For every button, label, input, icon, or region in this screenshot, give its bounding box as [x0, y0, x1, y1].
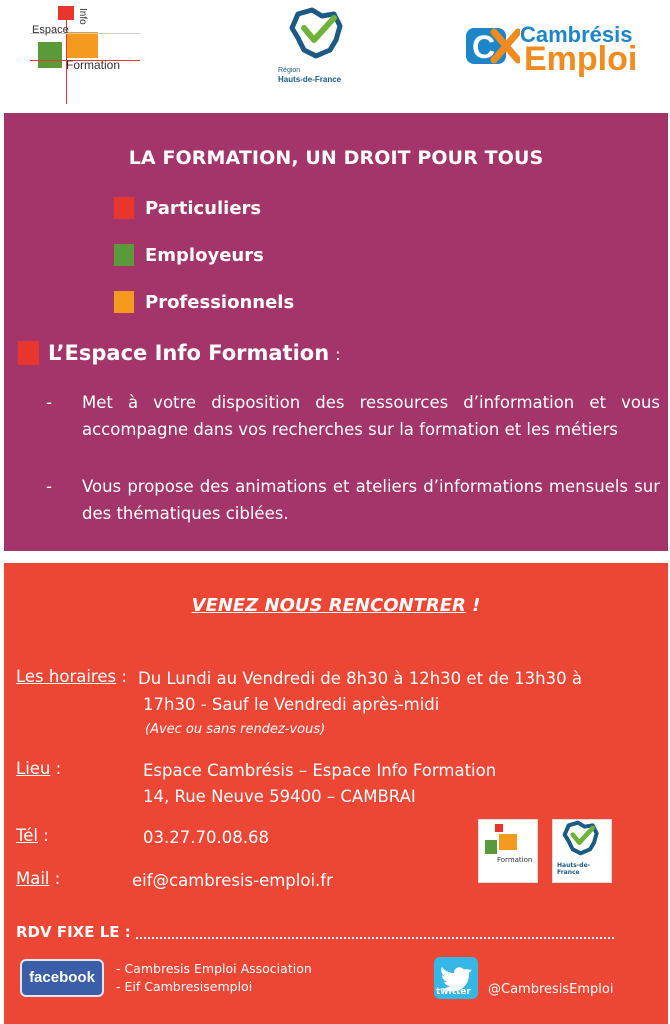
horaires-colon: : — [116, 667, 127, 686]
mini-eif-logo — [478, 819, 538, 883]
venez-title-mark: ! — [465, 595, 481, 616]
mini-region-map-icon — [553, 820, 611, 860]
mini-eif-formation: Formation — [497, 856, 533, 864]
horaires-note: (Avec ou sans rendez-vous) — [145, 722, 326, 737]
eif-heading — [18, 341, 341, 365]
twitter-word: twitter — [436, 987, 471, 997]
facebook-item-association: - Cambresis Emploi Association — [116, 961, 312, 976]
green-square-icon — [114, 244, 134, 266]
tel-value[interactable]: 03.27.70.08.68 — [143, 828, 269, 847]
horaires-label-text: Les horaires — [16, 667, 117, 686]
espace-info-formation-logo — [30, 4, 140, 104]
twitter-handle[interactable]: @CambresisEmploi — [488, 982, 614, 997]
venez-title-text: VENEZ NOUS RENCONTRER — [191, 595, 466, 616]
tel-colon: : — [38, 826, 49, 845]
mail-value[interactable]: eif@cambresis-emploi.fr — [132, 871, 333, 890]
mini-region-name: Hauts-de-France — [557, 862, 591, 876]
category-label: Professionnels — [145, 292, 295, 313]
category-label: Employeurs — [145, 245, 264, 266]
orange-square-icon — [114, 291, 134, 313]
bullet-dash: - — [46, 393, 52, 412]
horaires-line2: 17h30 - Sauf le Vendredi après-midi — [143, 695, 440, 714]
tel-label-text: Tél — [16, 826, 39, 845]
eif-heading-text: L’Espace Info Formation — [48, 341, 330, 365]
eif-heading-colon: : — [335, 345, 341, 364]
rdv-dotted-line — [136, 937, 614, 939]
lieu-label-text: Lieu — [16, 759, 51, 778]
twitter-badge-icon[interactable] — [434, 957, 478, 999]
header-logos — [0, 0, 670, 110]
formation-panel — [4, 113, 668, 551]
category-particuliers — [114, 197, 261, 219]
category-employeurs — [114, 244, 264, 266]
region-map-icon — [278, 6, 358, 66]
lieu-line2: 14, Rue Neuve 59400 – CAMBRAI — [143, 787, 416, 806]
eif-logo-espace: Espace — [32, 24, 69, 36]
facebook-badge-icon[interactable]: facebook — [20, 959, 104, 997]
cambresis-logo-word: Cambrésis — [520, 22, 633, 47]
eif-logo-formation: Formation — [66, 58, 121, 72]
red-square-icon — [18, 341, 39, 365]
lieu-colon: : — [50, 759, 62, 778]
venez-title — [4, 595, 668, 616]
formation-headline: LA FORMATION, UN DROIT POUR TOUS — [128, 147, 544, 169]
svg-text:C: C — [472, 29, 496, 65]
mail-label — [16, 869, 60, 888]
tel-label — [16, 826, 49, 845]
category-professionnels — [114, 291, 294, 313]
bullet-text: Met à votre disposition des ressources d’information et vous accompagne dans vos recherches sur la formation et les métiers — [82, 393, 660, 439]
contact-panel — [4, 563, 668, 1024]
category-label: Particuliers — [145, 198, 262, 219]
bullet-dash: - — [46, 477, 52, 496]
region-logo-text — [278, 66, 358, 85]
lieu-line1: Espace Cambrésis – Espace Info Formation — [143, 761, 497, 780]
horaires-label — [16, 667, 127, 686]
horaires-line1: Du Lundi au Vendredi de 8h30 à 12h30 et de 13h30 à — [138, 669, 582, 688]
mail-colon: : — [49, 869, 61, 888]
red-square-icon — [114, 197, 134, 219]
region-logo-small: Région — [278, 67, 301, 74]
mini-region-logo — [552, 819, 612, 883]
mail-label-text: Mail — [16, 869, 50, 888]
lieu-label — [16, 759, 61, 778]
eif-logo-info: Info — [77, 8, 88, 25]
emploi-logo-word: Emploi — [524, 40, 638, 78]
region-hauts-de-france-logo — [278, 6, 358, 86]
cambresis-emploi-mark-icon — [464, 24, 520, 68]
rdv-label: RDV FIXE LE : — [16, 923, 131, 941]
cambresis-emploi-logo — [464, 20, 664, 80]
region-logo-name: Hauts-de-France — [278, 75, 342, 84]
bullet-text: Vous propose des animations et ateliers d’informations mensuels sur des thématiques ciblées. — [82, 477, 660, 523]
facebook-item-eif: - Eif Cambresisemploi — [116, 979, 253, 994]
